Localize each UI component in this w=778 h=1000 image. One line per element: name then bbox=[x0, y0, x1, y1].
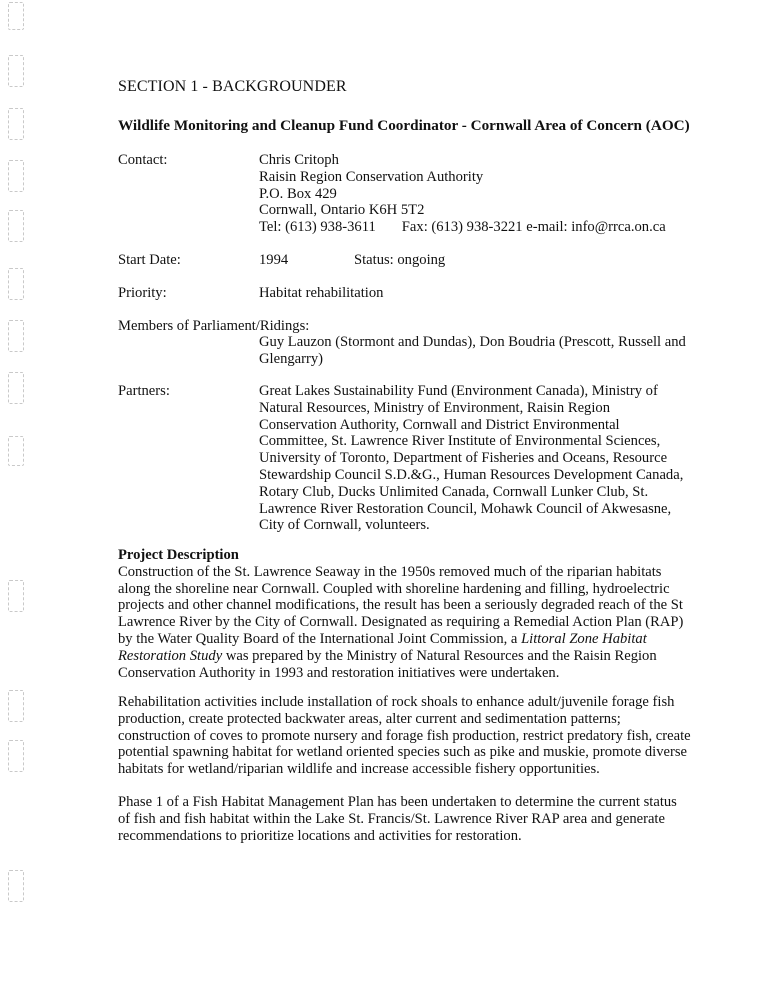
phase-one-paragraph bbox=[118, 794, 684, 844]
partners-line: Natural Resources, Ministry of Environment, Raisin Region bbox=[259, 399, 611, 416]
paragraph-line bbox=[118, 648, 684, 665]
partners-line: University of Toronto, Department of Fisheries and Oceans, Resource bbox=[259, 450, 668, 467]
section-title: SECTION 1 - BACKGROUNDER bbox=[118, 78, 347, 95]
priority-label: Priority: bbox=[118, 285, 167, 301]
members-line: Guy Lauzon (Stormont and Dundas), Don Boudria (Prescott, Russell and bbox=[259, 334, 686, 350]
contact-name: Chris Critoph bbox=[259, 152, 339, 168]
contact-fax-email: Fax: (613) 938-3221 e-mail: info@rrca.on.ca bbox=[401, 219, 666, 236]
project-description-heading: Project Description bbox=[118, 547, 239, 563]
partners-value bbox=[259, 383, 689, 534]
paragraph-text: was prepared by the Ministry of Natural Resources and the Raisin Region bbox=[222, 647, 657, 664]
start-date-label: Start Date: bbox=[118, 252, 181, 268]
contact-po-box: P.O. Box 429 bbox=[259, 185, 337, 202]
members-line: Glengarry) bbox=[259, 350, 324, 367]
contact-phone-line bbox=[259, 219, 689, 236]
contact-tel: Tel: (613) 938-3611 bbox=[259, 219, 376, 236]
contact-city: Cornwall, Ontario K6H 5T2 bbox=[259, 202, 425, 219]
scan-artifact bbox=[8, 55, 24, 87]
scan-artifact bbox=[8, 108, 24, 140]
scan-artifact bbox=[8, 2, 24, 30]
document-title: Wildlife Monitoring and Cleanup Fund Coordinator - Cornwall Area of Concern (AOC) bbox=[118, 117, 690, 134]
partners-line: Committee, St. Lawrence River Institute of Environmental Sciences, bbox=[259, 433, 661, 450]
partners-line: Stewardship Council S.D.&G., Human Resources Development Canada, bbox=[259, 466, 684, 483]
members-label: Members of Parliament/Ridings: bbox=[118, 318, 310, 334]
paragraph-text: by the Water Quality Board of the International Joint Commission, a bbox=[118, 630, 522, 647]
scan-artifact bbox=[8, 870, 24, 902]
paragraph-line: construction of coves to promote nursery and forage fish production, restrict predatory fish, create bbox=[118, 727, 691, 744]
paragraph-line: Conservation Authority in 1993 and restoration initiatives were undertaken. bbox=[118, 664, 560, 681]
partners-line: City of Cornwall, volunteers. bbox=[259, 517, 430, 534]
rehabilitation-paragraph bbox=[118, 694, 691, 778]
paragraph-line: Phase 1 of a Fish Habitat Management Plan has been undertaken to determine the current status bbox=[118, 794, 677, 810]
partners-label: Partners: bbox=[118, 383, 170, 399]
project-description-section bbox=[118, 547, 684, 681]
paragraph-line bbox=[118, 631, 684, 648]
scan-artifact bbox=[8, 372, 24, 404]
paragraph-line: Rehabilitation activities include installation of rock shoals to enhance adult/juvenile forage fish bbox=[118, 694, 675, 710]
contact-details bbox=[259, 152, 689, 236]
scan-artifact bbox=[8, 320, 24, 352]
paragraph-line: production, create protected backwater areas, alter current and sedimentation patterns; bbox=[118, 710, 621, 727]
partners-line: Great Lakes Sustainability Fund (Environment Canada), Ministry of bbox=[259, 383, 658, 399]
paragraph-line: recommendations to prioritize locations and activities for restoration. bbox=[118, 827, 522, 844]
scan-artifact bbox=[8, 436, 24, 466]
scan-artifact bbox=[8, 268, 24, 300]
study-title-italic: Littoral Zone Habitat bbox=[521, 630, 647, 647]
paragraph-line: Construction of the St. Lawrence Seaway in the 1950s removed much of the riparian habitats bbox=[118, 563, 662, 580]
paragraph-line: projects and other channel modifications, the result has been a seriously degraded reach of the St bbox=[118, 597, 683, 614]
paragraph-line: along the shoreline near Cornwall. Coupled with shoreline hardening and filling, hydroelectric bbox=[118, 580, 670, 597]
paragraph-line: Lawrence River by the City of Cornwall. Designated as requiring a Remedial Action Plan (RAP) bbox=[118, 614, 684, 631]
contact-organization: Raisin Region Conservation Authority bbox=[259, 168, 484, 185]
scan-artifact bbox=[8, 690, 24, 722]
partners-line: Conservation Authority, Cornwall and District Environmental bbox=[259, 416, 620, 433]
status-value: Status: ongoing bbox=[354, 252, 446, 268]
paragraph-line: potential spawning habitat for wetland oriented species such as pike and muskie, promote diverse bbox=[118, 744, 687, 761]
scan-artifact bbox=[8, 160, 24, 192]
start-date-value: 1994 bbox=[259, 252, 289, 268]
partners-line: Lawrence River Restoration Council, Mohawk Council of Akwesasne, bbox=[259, 500, 672, 517]
contact-label: Contact: bbox=[118, 152, 168, 168]
partners-line: Rotary Club, Ducks Unlimited Canada, Cornwall Lunker Club, St. bbox=[259, 483, 649, 500]
paragraph-line: habitats for wetland/riparian wildlife and increase accessible fishery opportunities. bbox=[118, 761, 600, 778]
scan-artifact bbox=[8, 580, 24, 612]
study-title-italic: Restoration Study bbox=[118, 647, 223, 664]
priority-value: Habitat rehabilitation bbox=[259, 285, 384, 301]
scan-artifact bbox=[8, 210, 24, 242]
paragraph-line: of fish and fish habitat within the Lake St. Francis/St. Lawrence River RAP area and generate bbox=[118, 810, 665, 827]
members-value bbox=[259, 334, 684, 368]
scan-artifact bbox=[8, 740, 24, 772]
